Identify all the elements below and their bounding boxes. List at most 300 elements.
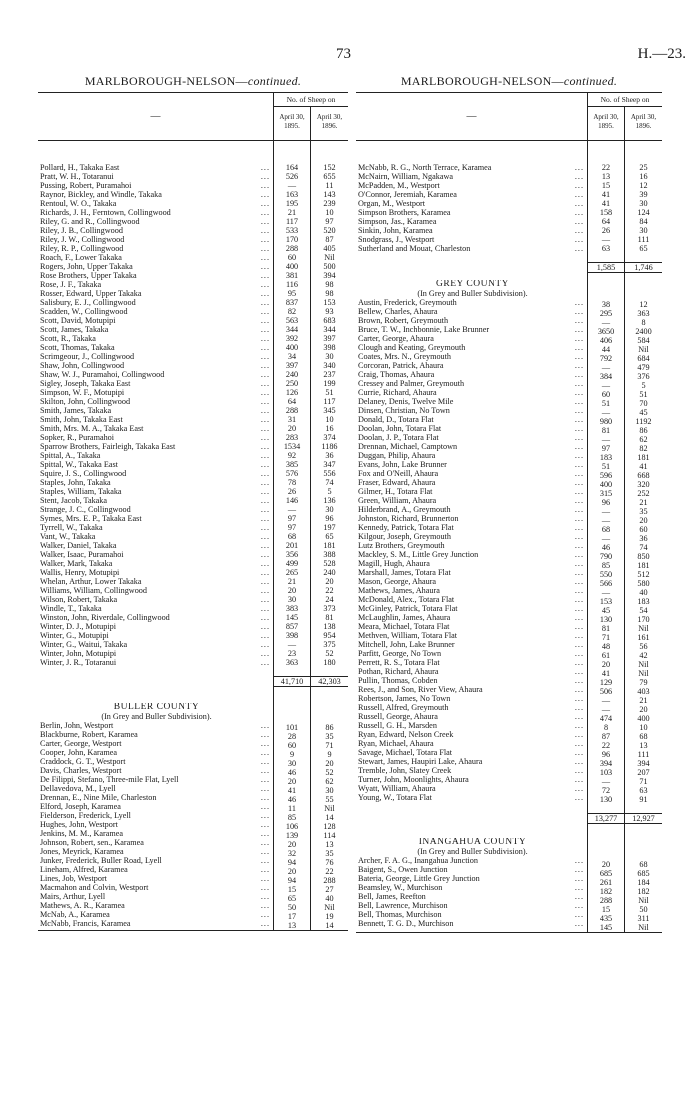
leader-dots: ... (574, 577, 584, 586)
owner-name: Winter, D. J., Motupipi (40, 622, 116, 631)
owner-name: Spittal, W., Takaka East (40, 460, 118, 469)
sheep-group-header: No. of Sheep on (588, 93, 662, 107)
leader-dots: ... (260, 334, 270, 343)
cell-1895: 87 (601, 732, 611, 741)
cell-1895: 81 (601, 624, 611, 633)
cell-1896: 35 (325, 849, 334, 858)
cell-1896: 1192 (635, 417, 652, 426)
leader-dots: ... (574, 334, 584, 343)
table-row-name (356, 694, 587, 703)
leader-dots: ... (574, 532, 584, 541)
leader-dots: ... (260, 415, 270, 424)
cell-1896: 128 (323, 822, 336, 831)
owner-name: Rose, J. F., Takaka (40, 280, 102, 289)
owner-name: Smith, John, Takaka East (40, 415, 123, 424)
table-row-name (356, 865, 587, 874)
right-column-title: MARLBOROUGH-NELSON—continued. (400, 74, 618, 88)
leader-dots: ... (260, 559, 270, 568)
cell-1896: 347 (323, 460, 336, 469)
leader-dots: ... (574, 865, 584, 874)
owner-name: Stewart, James, Haupiri Lake, Ahaura (358, 757, 483, 766)
cell-1896: 184 (637, 878, 650, 887)
table-row-name (38, 316, 273, 325)
table-row-name (356, 469, 587, 478)
table-row-name (38, 388, 273, 397)
owner-name: Tyrrell, W., Takaka (40, 523, 103, 532)
table-row-name (356, 766, 587, 775)
owner-name: Shaw, W. J., Puramahoi, Collingwood (40, 370, 165, 379)
owner-name: McGinley, Patrick, Totara Flat (358, 604, 458, 613)
leader-dots: ... (260, 748, 270, 757)
owner-name: Strange, J. C., Collingwood (40, 505, 131, 514)
right-sheep-table (356, 92, 662, 933)
table-row-name (356, 307, 587, 316)
table-row-name (38, 793, 273, 802)
cell-1895: 566 (599, 579, 613, 588)
cell-1896: Nil (638, 624, 649, 633)
table-row-name (356, 784, 587, 793)
cell-1896: 197 (323, 523, 336, 532)
owner-name: Fielderson, Frederick, Lyell (40, 811, 131, 820)
cell-1895: 97 (601, 444, 611, 453)
cell-1895: 82 (287, 307, 297, 316)
cell-1896: Nil (324, 253, 335, 262)
cell-1895: 63 (601, 244, 611, 253)
leader-dots: ... (260, 811, 270, 820)
cell-1895: 20 (287, 840, 297, 849)
leader-dots: ... (260, 406, 270, 415)
owner-name: Macmahon and Colvin, Westport (40, 883, 149, 892)
cell-1895: 46 (287, 768, 297, 777)
cell-1896: 71 (639, 777, 648, 786)
table-row-name (38, 370, 273, 379)
cell-1895: 563 (285, 316, 299, 325)
owner-name: Winter, G., Motupipi (40, 631, 109, 640)
cell-1895: 92 (287, 451, 297, 460)
owner-name: Riley, G. and R., Collingwood (40, 217, 140, 226)
cell-1896: 82 (639, 444, 648, 453)
table-row-name (38, 901, 273, 910)
owner-name: Scrimgeour, J., Collingwood (40, 352, 135, 361)
table-row-name (38, 658, 273, 667)
table-row-name (356, 775, 587, 784)
table-row-name (38, 919, 273, 928)
leader-dots: ... (260, 865, 270, 874)
cell-1895: 170 (285, 235, 299, 244)
table-row-name (38, 568, 273, 577)
cell-1895: — (601, 516, 611, 525)
table-row-name (38, 199, 273, 208)
table-row-name (356, 181, 587, 190)
cell-1895: 23 (287, 649, 297, 658)
cell-1896: 668 (637, 471, 650, 480)
leader-dots: ... (260, 298, 270, 307)
cell-1895: 94 (287, 876, 297, 885)
owner-name: Carter, George, Westport (40, 739, 122, 748)
cell-1896: Nil (638, 896, 649, 905)
cell-1895: 384 (599, 372, 613, 381)
cell-1895: 130 (599, 615, 613, 624)
cell-1895: 78 (287, 478, 297, 487)
cell-1895: 792 (599, 354, 613, 363)
cell-1895: — (601, 318, 611, 327)
cell-1895: 31 (287, 415, 297, 424)
cell-1896: 685 (637, 869, 650, 878)
cell-1896: 76 (325, 858, 334, 867)
cell-1895: 288 (285, 406, 299, 415)
cell-1896: 584 (637, 336, 650, 345)
right-column (356, 74, 662, 933)
cell-1895: 41 (601, 199, 611, 208)
cell-1895: 295 (599, 309, 613, 318)
table-row-name (38, 298, 273, 307)
leader-dots: ... (260, 262, 270, 271)
cell-1896: 528 (323, 559, 336, 568)
leader-dots: ... (260, 739, 270, 748)
section-subtitle: (In Grey and Buller Subdivision). (417, 289, 528, 298)
cell-1896: 5 (327, 487, 332, 496)
leader-dots: ... (574, 919, 584, 928)
table-row-name (38, 181, 273, 190)
table-row-name (38, 892, 273, 901)
cell-1896: 56 (639, 642, 648, 651)
cell-1895: 283 (285, 433, 299, 442)
cell-1896: 86 (639, 426, 648, 435)
leader-dots: ... (574, 856, 584, 865)
owner-name: Junker, Frederick, Buller Road, Lyell (40, 856, 162, 865)
leader-dots: ... (574, 523, 584, 532)
cell-1896: 22 (325, 586, 334, 595)
owner-name: Donald, D., Totara Flat (358, 415, 434, 424)
owner-name: Smith, James, Takaka (40, 406, 112, 415)
owner-name: Richards, J. H., Ferntown, Collingwood (40, 208, 171, 217)
cell-1896: 51 (639, 390, 648, 399)
page-number: 73 (336, 46, 351, 62)
table-row-name (356, 433, 587, 442)
cell-1896: 36 (639, 534, 648, 543)
owner-name: Ryan, Michael, Ahaura (358, 739, 434, 748)
cell-1896: 36 (325, 451, 334, 460)
owner-name: Drennan, Michael, Camptown (358, 442, 458, 451)
cell-1896: 74 (639, 543, 648, 552)
cell-1896: 12 (639, 181, 648, 190)
cell-1896: 21 (639, 498, 648, 507)
cell-1896: 30 (639, 226, 648, 235)
table-row-name (38, 361, 273, 370)
cell-1896: 20 (639, 516, 648, 525)
owner-name: Sutherland and Mouat, Charleston (358, 244, 471, 253)
cell-1896: 98 (325, 280, 334, 289)
cell-1895: 116 (286, 280, 298, 289)
cell-1895: 64 (601, 217, 611, 226)
owner-name: De Filippi, Stefano, Three-mile Flat, Lyell (40, 775, 179, 784)
leader-dots: ... (574, 874, 584, 883)
leader-dots: ... (260, 316, 270, 325)
table-row-name (356, 883, 587, 892)
leader-dots: ... (260, 919, 270, 928)
leader-dots: ... (260, 208, 270, 217)
cell-1896: 20 (325, 577, 334, 586)
owner-name: McLaughlin, James, Ahaura (358, 613, 451, 622)
section-title: BULLER COUNTY (113, 703, 200, 712)
leader-dots: ... (260, 253, 270, 262)
table-row-name (38, 550, 273, 559)
cell-1895: 163 (285, 190, 299, 199)
cell-1896: 62 (639, 435, 648, 444)
cell-1895: — (601, 235, 611, 244)
cell-1896: 40 (639, 588, 648, 597)
leader-dots: ... (574, 433, 584, 442)
leader-dots: ... (260, 307, 270, 316)
cell-1896: 41 (639, 462, 648, 471)
table-row-name (38, 748, 273, 757)
cell-1895: 96 (601, 750, 611, 759)
cell-1895: 1534 (283, 442, 301, 451)
leader-dots: ... (574, 514, 584, 523)
cell-1895: — (601, 777, 611, 786)
table-row-name (38, 433, 273, 442)
leader-dots: ... (260, 586, 270, 595)
table-row-name (38, 784, 273, 793)
cell-1896: 63 (639, 786, 648, 795)
table-row-name (38, 289, 273, 298)
table-row-name (38, 496, 273, 505)
leader-dots: ... (260, 388, 270, 397)
total-1896: 1,746 (625, 262, 662, 273)
owner-name: Organ, M., Westport (358, 199, 426, 208)
table-row-name (356, 595, 587, 604)
cell-1896: Nil (638, 345, 649, 354)
owner-name: O'Connor, Jeremiah, Karamea (358, 190, 457, 199)
owner-name: Winston, John, Riverdale, Collingwood (40, 613, 170, 622)
owner-name: Rogers, John, Upper Takaka (40, 262, 133, 271)
cell-1895: 20 (287, 424, 297, 433)
cell-1896: 86 (325, 723, 334, 732)
cell-1895: 32 (287, 849, 297, 858)
leader-dots: ... (260, 496, 270, 505)
owner-name: Winter, G., Waitui, Takaka (40, 640, 128, 649)
table-row-name (356, 730, 587, 739)
table-row-name (38, 865, 273, 874)
cell-1895: 576 (285, 469, 299, 478)
left-table-header (38, 93, 348, 141)
owner-name: Turner, John, Moonlights, Ahaura (358, 775, 469, 784)
table-row-name (38, 217, 273, 226)
cell-1895: 685 (599, 869, 613, 878)
cell-1896: 152 (323, 163, 336, 172)
cell-1895: 158 (599, 208, 613, 217)
cell-1896: 580 (637, 579, 650, 588)
cell-1895: — (601, 363, 611, 372)
page-reference: H.—23. (637, 46, 686, 62)
cell-1895: — (601, 705, 611, 714)
cell-1895: 95 (287, 289, 297, 298)
cell-1896: 111 (637, 235, 650, 244)
table-row-name (38, 631, 273, 640)
cell-1896: 10 (639, 723, 648, 732)
owner-name: Sinkin, John, Karamea (358, 226, 433, 235)
table-row-name (356, 874, 587, 883)
cell-1895: 526 (285, 172, 299, 181)
cell-1895: 837 (285, 298, 299, 307)
leader-dots: ... (260, 838, 270, 847)
cell-1895: 499 (285, 559, 299, 568)
leader-dots: ... (260, 793, 270, 802)
table-row-name (38, 208, 273, 217)
owner-name: Pratt, W. H., Totaranui (40, 172, 114, 181)
cell-1896: 81 (325, 613, 334, 622)
cell-1895: 97 (287, 514, 297, 523)
table-row-name (38, 613, 273, 622)
table-row-name (38, 487, 273, 496)
leader-dots: ... (574, 199, 584, 208)
owner-name: Scott, James, Takaka (40, 325, 109, 334)
table-row-name (38, 847, 273, 856)
owner-name: Winter, John, Motupipi (40, 649, 117, 658)
cell-1895: 398 (285, 631, 299, 640)
leader-dots: ... (260, 163, 270, 172)
cell-1896: 14 (325, 921, 334, 930)
cell-1896: 30 (325, 352, 334, 361)
owner-name: Vant, W., Takaka (40, 532, 96, 541)
leader-dots: ... (574, 343, 584, 352)
owner-name: Roach, F., Lower Takaka (40, 253, 122, 262)
cell-1895: 435 (599, 914, 613, 923)
cell-1895: 250 (285, 379, 299, 388)
cell-1895: 103 (599, 768, 613, 777)
cell-1895: 94 (287, 858, 297, 867)
table-row-name (356, 676, 587, 685)
owner-name: Wallis, Henry, Motupipi (40, 568, 120, 577)
table-row-name (38, 730, 273, 739)
leader-dots: ... (574, 685, 584, 694)
table-row-name (38, 379, 273, 388)
owner-name: Bell, Thomas, Murchison (358, 910, 442, 919)
cell-1895: 506 (599, 687, 613, 696)
owner-name: Johnson, Robert, sen., Karamea (40, 838, 144, 847)
cell-1896: 16 (639, 172, 648, 181)
table-row-name (356, 334, 587, 343)
cell-1896: 684 (637, 354, 650, 363)
leader-dots: ... (260, 478, 270, 487)
leader-dots: ... (574, 208, 584, 217)
owner-name: Doolan, J. P., Totara Flat (358, 433, 439, 442)
leader-dots: ... (260, 244, 270, 253)
table-row-name (356, 532, 587, 541)
cell-1895: 474 (599, 714, 613, 723)
owner-name: Carter, George, Ahaura (358, 334, 434, 343)
cell-1895: 9 (289, 750, 295, 759)
table-row-name (38, 559, 273, 568)
cell-1896: 30 (325, 786, 334, 795)
cell-1895: 240 (285, 370, 299, 379)
table-row-name (356, 604, 587, 613)
cell-1896: 320 (637, 480, 650, 489)
owner-name: Spittal, A., Takaka (40, 451, 101, 460)
leader-dots: ... (574, 757, 584, 766)
cell-1895: 65 (287, 894, 297, 903)
table-row-name (38, 775, 273, 784)
owner-name: McDonald, Alex., Totara Flat (358, 595, 455, 604)
owner-name: Archer, F. A. G., Inangahua Junction (358, 856, 478, 865)
cell-1896: 1186 (321, 442, 338, 451)
leader-dots: ... (574, 703, 584, 712)
owner-name: Williams, William, Collingwood (40, 586, 147, 595)
cell-1895: 50 (287, 903, 297, 912)
table-row-name (38, 577, 273, 586)
cell-1896: 170 (637, 615, 650, 624)
cell-1895: 46 (287, 795, 297, 804)
cell-1895: 101 (285, 723, 299, 732)
leader-dots: ... (574, 739, 584, 748)
leader-dots: ... (260, 892, 270, 901)
owner-name: Snodgrass, J., Westport (358, 235, 435, 244)
cell-1895: 129 (599, 678, 613, 687)
table-row-name (38, 235, 273, 244)
cell-1896: 340 (323, 361, 336, 370)
owner-name: Riley, R. P., Collingwood (40, 244, 124, 253)
cell-1896: 252 (637, 489, 650, 498)
cell-1896: 11 (325, 181, 334, 190)
cell-1896: 400 (637, 714, 650, 723)
cell-1895: 400 (285, 262, 299, 271)
owner-name: Riley, J. B., Collingwood (40, 226, 123, 235)
owner-name: Bell, James, Reefton (358, 892, 426, 901)
leader-dots: ... (574, 244, 584, 253)
cell-1895: 980 (599, 417, 613, 426)
table-row-name (38, 343, 273, 352)
table-row-name (38, 469, 273, 478)
cell-1895: 61 (601, 651, 611, 660)
owner-name: Riley, J. W., Collingwood (40, 235, 125, 244)
leader-dots: ... (574, 640, 584, 649)
owner-name: Mackley, S. M., Little Grey Junction (358, 550, 479, 559)
owner-name: Lines, Job, Westport (40, 874, 107, 883)
owner-name: Green, William, Ahaura (358, 496, 437, 505)
owner-name: Kennedy, Patrick, Totara Flat (358, 523, 454, 532)
owner-name: Methven, William, Totara Flat (358, 631, 458, 640)
owner-name: Bellew, Charles, Ahaura (358, 307, 438, 316)
owner-name: Austin, Frederick, Greymouth (358, 298, 457, 307)
owner-name: Mitchell, John, Lake Brunner (358, 640, 455, 649)
owner-name: Walker, Daniel, Takaka (40, 541, 117, 550)
leader-dots: ... (260, 361, 270, 370)
table-row-name (356, 424, 587, 433)
cell-1896: 288 (323, 876, 336, 885)
leader-dots: ... (260, 352, 270, 361)
cell-1895: 41 (287, 786, 297, 795)
leader-dots: ... (574, 892, 584, 901)
table-row-name (356, 712, 587, 721)
cell-1895: 153 (599, 597, 613, 606)
section-title: INANGAHUA COUNTY (418, 838, 527, 847)
table-row-name (356, 658, 587, 667)
table-row-name (356, 892, 587, 901)
leader-dots: ... (260, 487, 270, 496)
owner-name: Blackburne, Robert, Karamea (40, 730, 138, 739)
leader-dots: ... (574, 766, 584, 775)
leader-dots: ... (260, 577, 270, 586)
leader-dots: ... (574, 496, 584, 505)
cell-1896: 55 (325, 795, 334, 804)
table-row-name (356, 244, 587, 253)
table-row-name (38, 622, 273, 631)
cell-1895: 51 (601, 399, 611, 408)
table-row-name (356, 559, 587, 568)
owner-name: Craddock, G. T., Westport (40, 757, 126, 766)
owner-name: Pussing, Robert, Puramahoi (40, 181, 132, 190)
sheep-group-header: No. of Sheep on (274, 93, 348, 107)
